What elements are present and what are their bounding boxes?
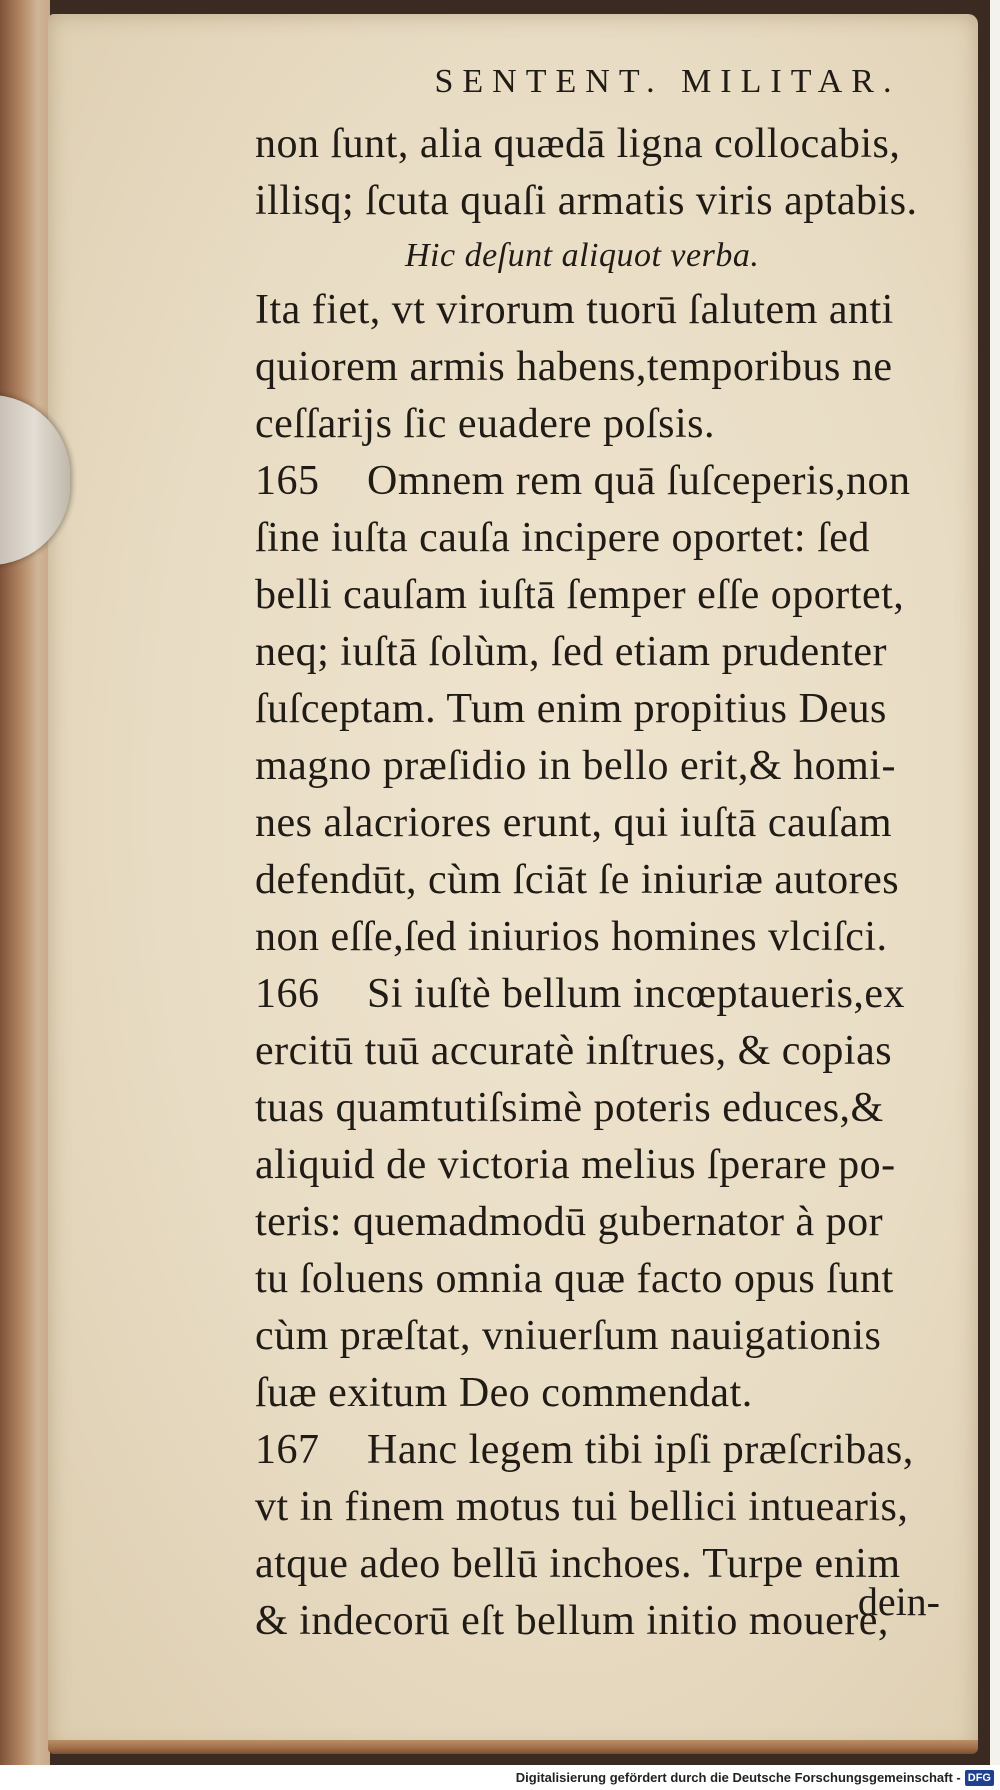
line-text: neq; iuſtā ſolùm, ſed etiam prudenter <box>255 629 887 675</box>
line-text: magno præſidio in bello erit,& homi- <box>255 743 896 789</box>
line-text: belli cauſam iuſtā ſemper eſſe oportet, <box>255 572 905 618</box>
line-text: aliquid de victoria melius ſperare po- <box>255 1142 896 1188</box>
line-text: teris: quemadmodū gubernator à por <box>255 1199 884 1245</box>
section-number: 167 <box>255 1427 320 1473</box>
text-line <box>255 396 960 453</box>
catchword: dein- <box>857 1579 940 1624</box>
line-text: tuas quamtutiſsimè poteris educes,& <box>255 1085 884 1131</box>
line-text: ſuſceptam. Tum enim propitius Deus <box>255 686 887 732</box>
text-line <box>255 1365 960 1422</box>
line-text: vt in finem motus tui bellici intuearis, <box>255 1484 909 1530</box>
page-edge <box>48 1740 978 1754</box>
text-line <box>255 1137 960 1194</box>
text-line <box>255 173 960 230</box>
text-line <box>255 282 960 339</box>
text-line <box>255 738 960 795</box>
line-text: ceſſarijs ſic euadere poſsis. <box>255 401 715 447</box>
line-text: atque adeo bellū inchoes. Turpe enim <box>255 1541 901 1587</box>
line-text: defendūt, cùm ſciāt ſe iniuriæ autores <box>255 857 900 903</box>
line-text: cùm præſtat, vniuerſum nauigationis <box>255 1313 882 1359</box>
text-line <box>255 1080 960 1137</box>
text-lines <box>255 116 960 1650</box>
text-line <box>255 453 960 510</box>
line-text: ſuæ exitum Deo commendat. <box>255 1370 753 1416</box>
line-text: Si iuſtè bellum incœptaueris,ex <box>367 971 906 1017</box>
text-line <box>255 1479 960 1536</box>
text-line <box>255 852 960 909</box>
editorial-note-line <box>255 230 960 282</box>
text-line <box>255 1422 960 1479</box>
section-number: 165 <box>255 458 320 504</box>
line-text: ſine iuſta cauſa incipere oportet: ſed <box>255 515 870 561</box>
line-text: nes alacriores erunt, qui iuſtā cauſam <box>255 800 893 846</box>
line-text: Hic deſunt aliquot verba. <box>405 237 760 274</box>
book-spine <box>0 0 50 1765</box>
line-text: Omnem rem quā ſuſceperis,non <box>367 458 911 504</box>
running-head: SENTENT. MILITAR. <box>434 63 901 100</box>
dfg-logo: DFG <box>965 1770 994 1786</box>
line-text: tu ſoluens omnia quæ facto opus ſunt <box>255 1256 894 1302</box>
text-line <box>255 1308 960 1365</box>
text-line <box>255 795 960 852</box>
page-text <box>255 62 960 1650</box>
text-line <box>255 1593 960 1650</box>
text-line <box>255 909 960 966</box>
line-text: Ita fiet, vt virorum tuorū ſalutem anti <box>255 287 894 333</box>
line-text: & indecorū eſt bellum initio mouere, <box>255 1598 889 1644</box>
text-line <box>255 1251 960 1308</box>
text-line <box>255 510 960 567</box>
text-line <box>255 1536 960 1593</box>
text-line <box>255 339 960 396</box>
section-number: 166 <box>255 971 320 1017</box>
text-line <box>255 567 960 624</box>
line-text: non ſunt, alia quædā ligna collocabis, <box>255 121 901 167</box>
text-line <box>255 966 960 1023</box>
line-text: illisq; ſcuta quaſi armatis viris aptabis. <box>255 178 918 224</box>
text-line <box>255 681 960 738</box>
footer-credit: Digitalisierung gefördert durch die Deutsche Forschungsgemeinschaft - <box>515 1770 961 1785</box>
text-line <box>255 1194 960 1251</box>
text-line <box>255 116 960 173</box>
line-text: Hanc legem tibi ipſi præſcribas, <box>367 1427 914 1473</box>
line-text: quiorem armis habens,temporibus ne <box>255 344 893 390</box>
line-text: non eſſe,ſed iniurios homines vlciſci. <box>255 914 888 960</box>
line-text: ercitū tuū accuratè inſtrues, & copias <box>255 1028 893 1074</box>
text-line <box>255 624 960 681</box>
text-line <box>255 1023 960 1080</box>
digitization-footer <box>0 1765 1000 1790</box>
